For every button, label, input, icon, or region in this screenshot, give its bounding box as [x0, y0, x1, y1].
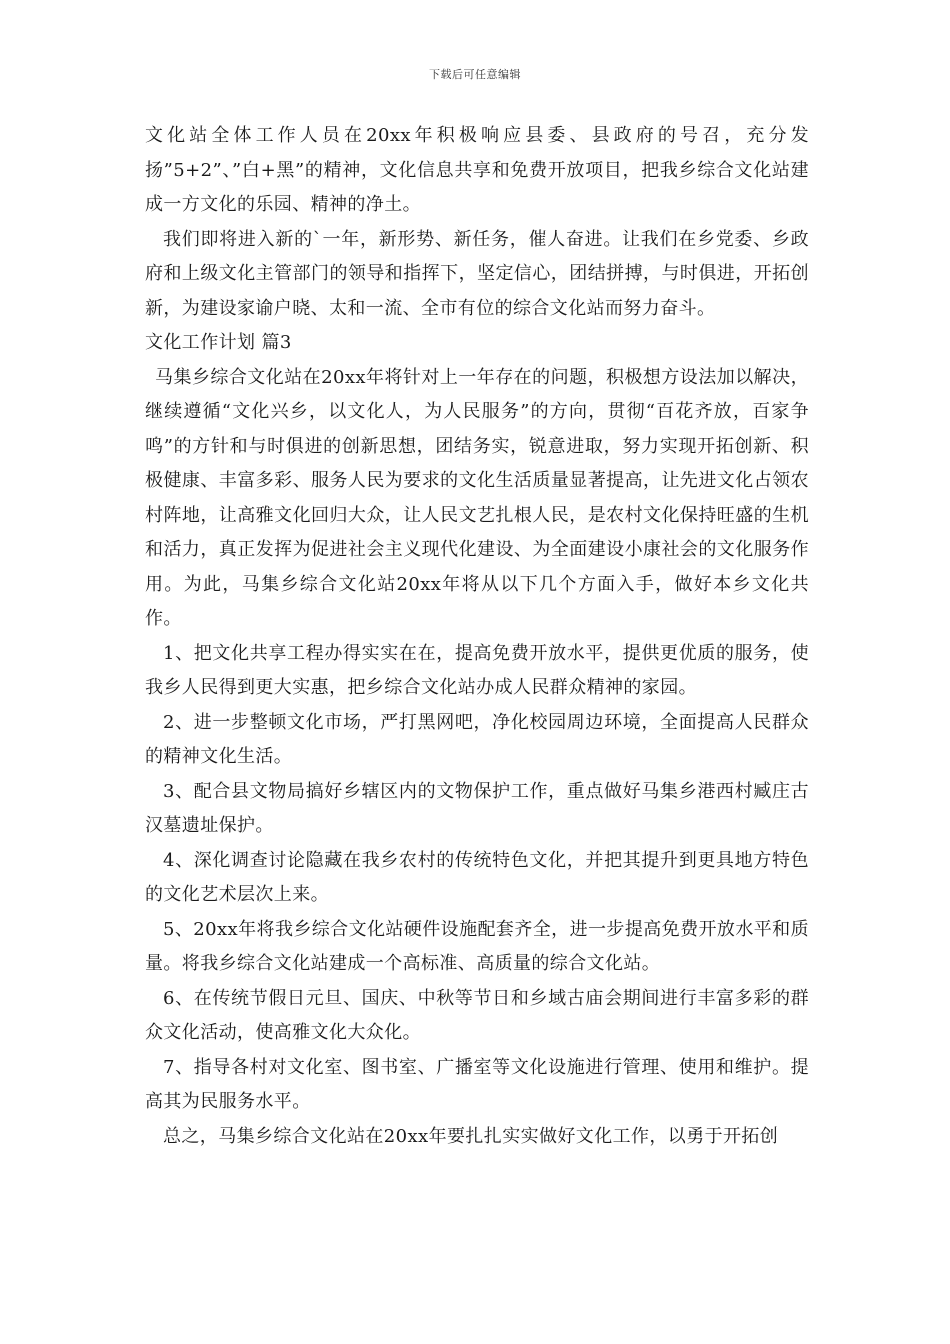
- list-item-5: 5、20xx年将我乡综合文化站硬件设施配套齐全，进一步提高免费开放水平和质量。将我乡综合文化站建成一个高标准、高质量的综合文化站。: [145, 918, 809, 974]
- paragraph-2: 我们即将进入新的`一年，新形势、新任务，催人奋进。让我们在乡党委、乡政府和上级文化主管部门的领导和指挥下，坚定信心，团结拼搏，与时俱进，开拓创新，为建设家谕户晓、太和一流、全市有位的综合文化站而努力奋斗。: [145, 228, 809, 319]
- list-item-7: 7、指导各村对文化室、图书室、广播室等文化设施进行管理、使用和维护。提高其为民服务水平。: [145, 1056, 809, 1112]
- document-body: [145, 119, 809, 1154]
- list-item-1: 1、把文化共享工程办得实实在在，提高免费开放水平，提供更优质的服务，使我乡人民得到更大实惠，把乡综合文化站办成人民群众精神的家园。: [145, 642, 809, 698]
- list-item-4: 4、深化调查讨论隐藏在我乡农村的传统特色文化，并把其提升到更具地方特色的文化艺术层次上来。: [145, 849, 809, 905]
- list-item-2: 2、进一步整顿文化市场，严打黑网吧，净化校园周边环境，全面提高人民群众的精神文化生活。: [145, 711, 809, 767]
- paragraph-3: 马集乡综合文化站在20xx年将针对上一年存在的问题，积极想方设法加以解决，继续遵循“文化兴乡，以文化人，为人民服务”的方向，贯彻“百花齐放，百家争鸣”的方针和与时俱进的创新思想，团结务实，锐意进取，努力实现开拓创新、积极健康、丰富多彩、服务人民为要求的文化生活质量显著提高，让先进文化占领农村阵地，让高雅文化回归大众，让人民文艺扎根人民，是农村文化保持旺盛的生机和活力，真正发挥为促进社会主义现代化建设、为全面建设小康社会的文化服务作用。为此，马集乡综合文化站20xx年将从以下几个方面入手，做好本乡文化共作。: [145, 366, 809, 629]
- list-item-6: 6、在传统节假日元旦、国庆、中秋等节日和乡域古庙会期间进行丰富多彩的群众文化活动，使高雅文化大众化。: [145, 987, 809, 1043]
- section-heading: 文化工作计划 篇3: [145, 332, 292, 353]
- paragraph-1: 文化站全体工作人员在20xx年积极响应县委、县政府的号召，充分发扬”5+2”、”白+黑”的精神，文化信息共享和免费开放项目，把我乡综合文化站建成一方文化的乐园、精神的净土。: [145, 125, 809, 215]
- header-note: 下载后可任意编辑: [429, 68, 521, 81]
- list-item-3: 3、配合县文物局搞好乡辖区内的文物保护工作，重点做好马集乡港西村臧庄古汉墓遗址保护。: [145, 780, 809, 836]
- paragraph-conclusion: 总之，马集乡综合文化站在20xx年要扎扎实实做好文化工作，以勇于开拓创: [163, 1125, 779, 1147]
